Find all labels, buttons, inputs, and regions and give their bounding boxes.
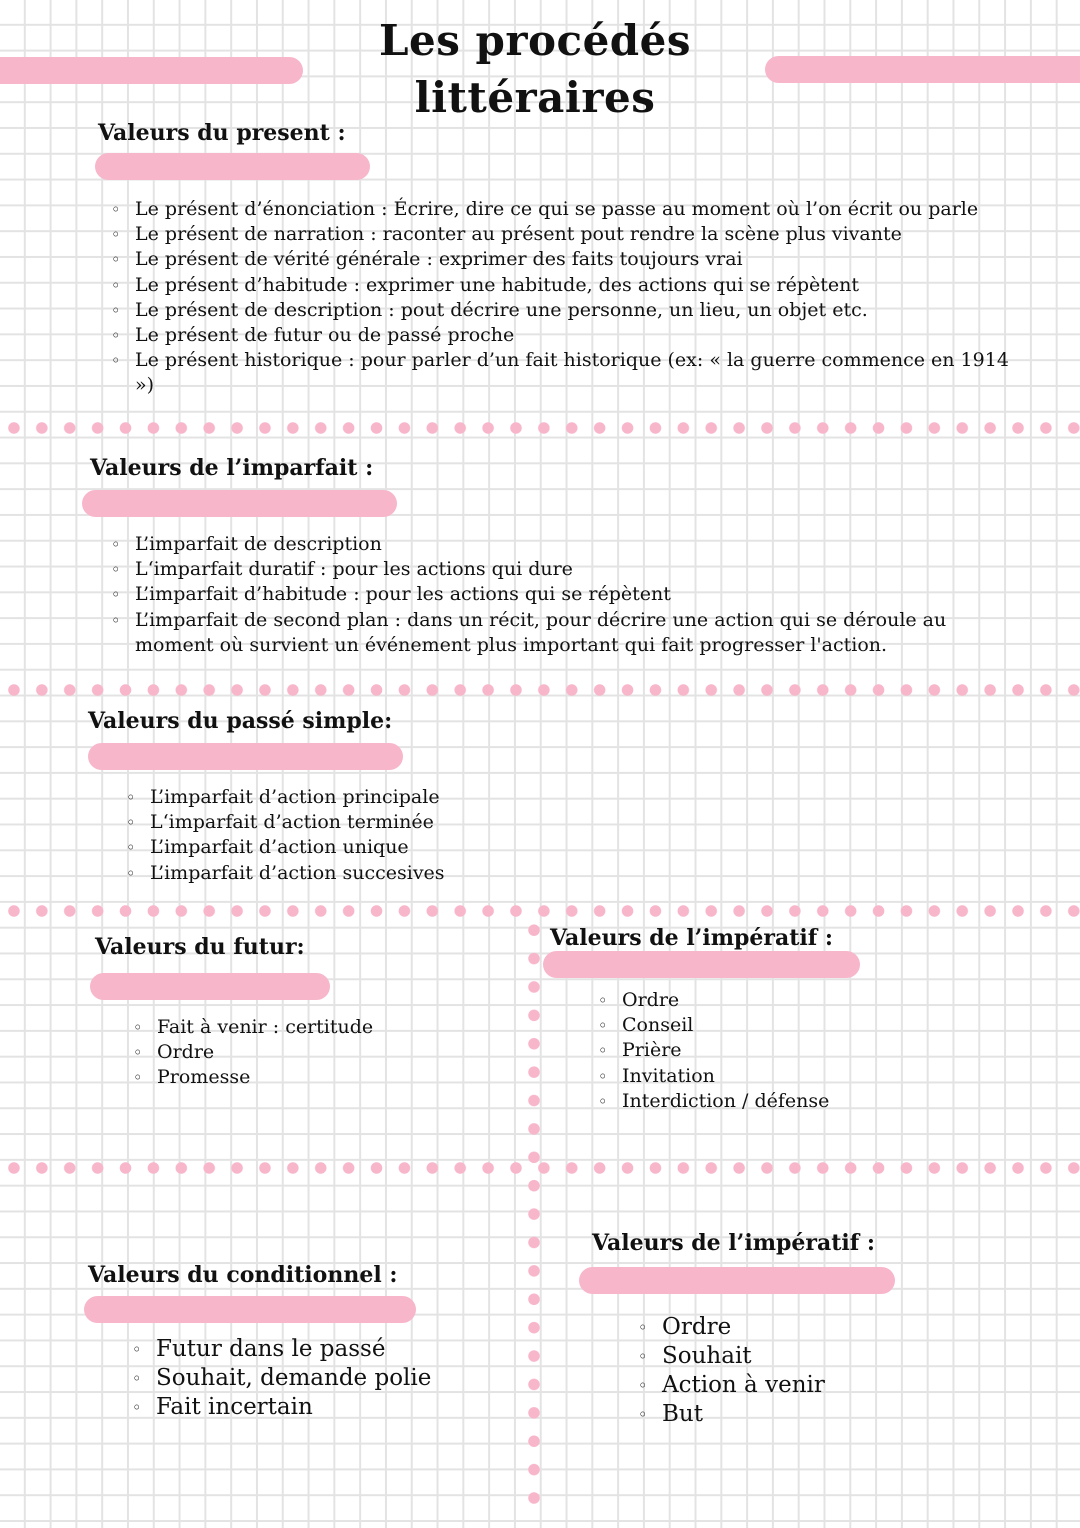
highlight-bar xyxy=(90,973,330,1000)
dotted-divider xyxy=(0,684,1080,696)
list-passe-simple xyxy=(150,785,445,886)
list-item: ◦ Le présent de description : pout décrire une personne, un lieu, un objet etc. xyxy=(135,298,1035,323)
list-item: ◦ L’imparfait d’habitude : pour les actions qui se répètent xyxy=(135,582,1035,607)
list-item: ◦ L’imparfait de description xyxy=(135,532,1035,557)
list-item: ◦ L’imparfait d’action succesives xyxy=(150,861,445,886)
list-item: ◦ L‘imparfait d’action terminée xyxy=(150,810,445,835)
heading-imperatif: Valeurs de l’impératif : xyxy=(550,925,833,951)
list-item: ◦ Ordre xyxy=(622,988,829,1013)
list-item: ◦ Conseil xyxy=(622,1013,829,1038)
heading-imperatif-2: Valeurs de l’impératif : xyxy=(592,1230,875,1256)
list-item: ◦ Action à venir xyxy=(662,1371,825,1400)
list-item: ◦ Le présent historique : pour parler d’un fait historique (ex: « la guerre commence en 1914 ») xyxy=(135,348,1015,398)
heading-futur: Valeurs du futur: xyxy=(95,934,305,960)
highlight-bar xyxy=(579,1267,895,1294)
list-item: ◦ Le présent de narration : raconter au présent pout rendre la scène plus vivante xyxy=(135,222,1035,247)
list-item: ◦ L’imparfait d’action unique xyxy=(150,835,445,860)
list-item: ◦ L’imparfait de second plan : dans un récit, pour décrire une action qui se déroule au moment où survient un événement plus important qui fait progresser l'action. xyxy=(135,608,1015,658)
dotted-divider xyxy=(0,905,1080,917)
decorative-bar-right xyxy=(765,56,1080,83)
list-item: ◦ Le présent d’habitude : exprimer une habitude, des actions qui se répètent xyxy=(135,273,1035,298)
heading-conditionnel: Valeurs du conditionnel : xyxy=(88,1262,398,1288)
decorative-bar-left xyxy=(0,57,303,84)
list-item: ◦ Fait à venir : certitude xyxy=(157,1015,373,1040)
highlight-bar xyxy=(88,743,403,770)
list-item: ◦ Ordre xyxy=(157,1040,373,1065)
title-line-2: littéraires xyxy=(414,73,656,122)
dotted-divider xyxy=(0,1162,1080,1174)
highlight-bar xyxy=(543,951,860,978)
title-line-1: Les procédés xyxy=(378,16,692,65)
list-item: ◦ Promesse xyxy=(157,1065,373,1090)
list-item: ◦ Le présent de vérité générale : exprimer des faits toujours vrai xyxy=(135,247,1035,272)
list-imperatif-2 xyxy=(662,1313,825,1429)
list-imperatif xyxy=(622,988,829,1114)
list-item: ◦ Interdiction / défense xyxy=(622,1089,829,1114)
list-item: ◦ Fait incertain xyxy=(156,1393,431,1422)
list-item: ◦ Souhait, demande polie xyxy=(156,1364,431,1393)
list-futur xyxy=(157,1015,373,1091)
list-item: ◦ Le présent de futur ou de passé proche xyxy=(135,323,1035,348)
list-present xyxy=(135,197,1035,399)
list-item: ◦ Le présent d’énonciation : Écrire, dire ce qui se passe au moment où l’on écrit ou parle xyxy=(135,197,1035,222)
list-item: ◦ But xyxy=(662,1400,825,1429)
dotted-divider-vertical xyxy=(528,916,540,1512)
list-conditionnel xyxy=(156,1335,431,1422)
heading-present: Valeurs du present : xyxy=(98,120,346,146)
list-item: ◦ Prière xyxy=(622,1038,829,1063)
highlight-bar xyxy=(84,1296,416,1323)
highlight-bar xyxy=(95,153,370,180)
list-imparfait xyxy=(135,532,1035,658)
list-item: ◦ Souhait xyxy=(662,1342,825,1371)
list-item: ◦ Futur dans le passé xyxy=(156,1335,431,1364)
highlight-bar xyxy=(82,490,397,517)
dotted-divider xyxy=(0,422,1080,434)
page-title xyxy=(300,12,770,126)
list-item: ◦ L’imparfait d’action principale xyxy=(150,785,445,810)
list-item: ◦ L‘imparfait duratif : pour les actions qui dure xyxy=(135,557,1035,582)
heading-passe-simple: Valeurs du passé simple: xyxy=(88,708,393,734)
list-item: ◦ Ordre xyxy=(662,1313,825,1342)
list-item: ◦ Invitation xyxy=(622,1064,829,1089)
heading-imparfait: Valeurs de l’imparfait : xyxy=(90,455,374,481)
